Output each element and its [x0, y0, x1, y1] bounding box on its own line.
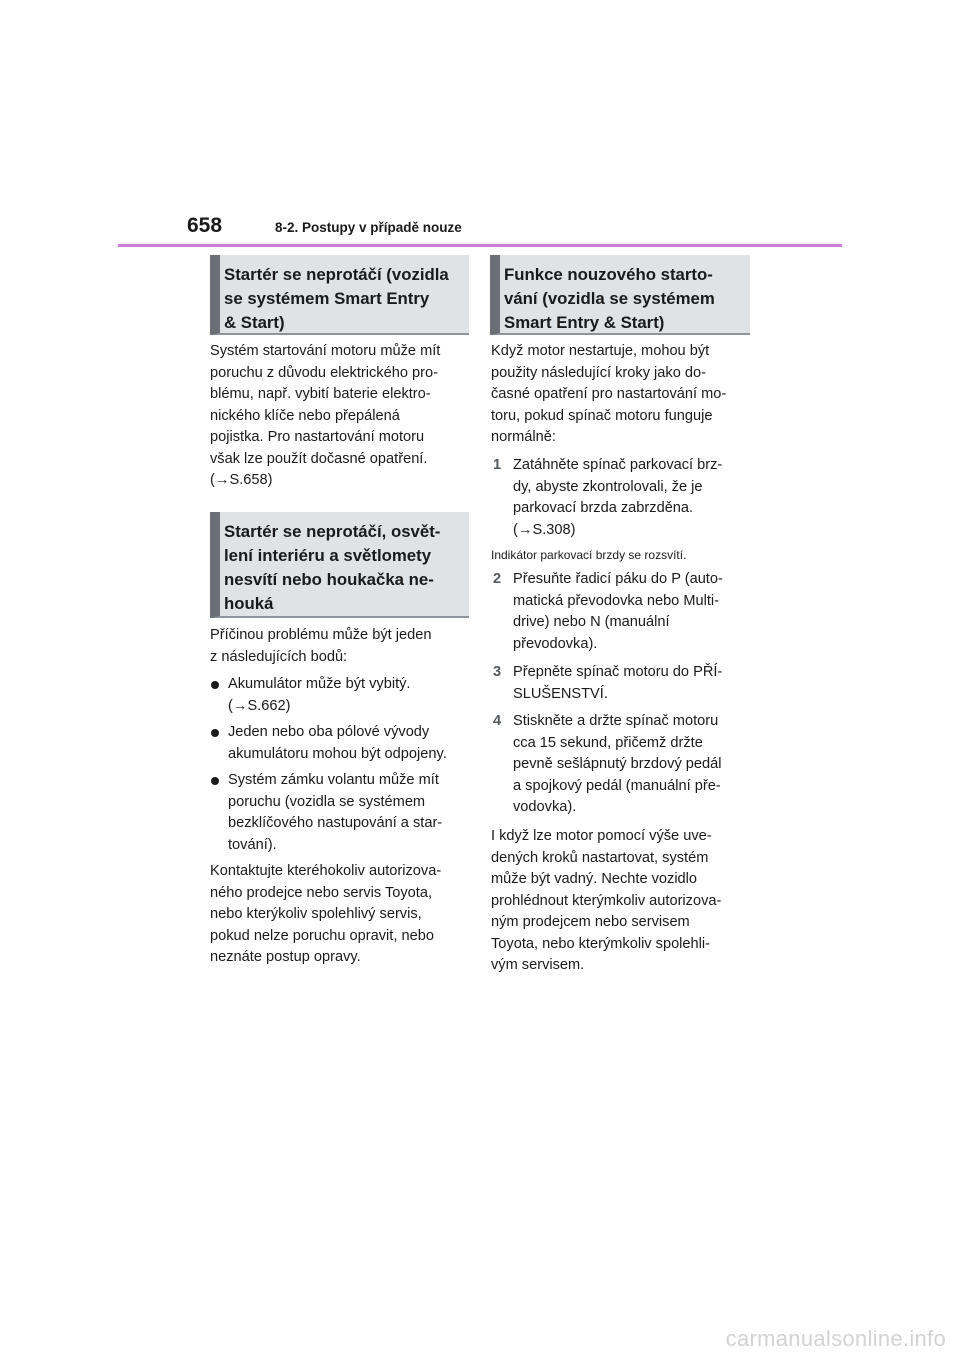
- text-line: nebo kterýkoliv spolehlivý servis,: [210, 906, 422, 922]
- paragraph-system-fault: [210, 341, 472, 492]
- step-item: [493, 455, 753, 541]
- text-line: Stiskněte a držte spínač motoru: [513, 713, 719, 729]
- text-line: poruchu z důvodu elektrického pro-: [210, 364, 438, 381]
- note-parking-brake-indicator: Indikátor parkovací brzdy se rozsvítí.: [491, 548, 687, 562]
- paragraph-causes-intro: [210, 625, 472, 668]
- text-line: převodovka).: [513, 635, 598, 652]
- text-line: dených kroků nastartovat, systém: [491, 849, 709, 866]
- bullet-dot-icon: [211, 681, 219, 689]
- heading-starter-not-cranking: [210, 255, 469, 335]
- text-line: neznáte postup opravy.: [210, 949, 361, 965]
- page-number: 658: [187, 214, 223, 237]
- heading-line: houká: [224, 594, 274, 613]
- step-item: [493, 711, 753, 819]
- page-reference-link[interactable]: (→S.658): [210, 472, 273, 488]
- step-item: [493, 662, 753, 705]
- heading-line: & Start): [224, 313, 285, 332]
- page-reference-link[interactable]: (→S.308): [513, 521, 576, 538]
- heading-line: vání (vozidla se systémem: [504, 289, 715, 308]
- text-line: Systém startování motoru může mít: [210, 343, 441, 359]
- text-line: nického klíče nebo přepálená: [210, 407, 400, 424]
- text-line: Systém zámku volantu může mít: [228, 772, 439, 788]
- heading-line: se systémem Smart Entry: [224, 289, 430, 308]
- text-line: Jeden nebo oba pólové vývody: [228, 724, 430, 740]
- paragraph-have-inspected: [491, 826, 753, 977]
- step-number: 2: [493, 571, 502, 587]
- text-line: Akumulátor může být vybitý.: [228, 676, 411, 692]
- bullet-dot-icon: [211, 729, 219, 737]
- heading-line: Smart Entry & Start): [504, 313, 665, 332]
- text-line: blému, např. vybití baterie elektro-: [210, 386, 431, 402]
- watermark: carmanualsonline.info: [725, 1326, 946, 1351]
- text-line: ným prodejcem nebo servisem: [491, 914, 690, 930]
- text-line: Příčinou problému může být jeden: [210, 627, 432, 643]
- text-line: dy, abyste zkontrolovali, že je: [513, 478, 703, 495]
- text-line: Kontaktujte kteréhokoliv autorizova-: [210, 863, 442, 879]
- heading-line: Startér se neprotáčí (vozidla: [224, 265, 449, 284]
- text-line: Zatáhněte spínač parkovací brz-: [513, 457, 723, 473]
- text-line: Přepněte spínač motoru do PŘÍ-: [513, 664, 723, 680]
- text-line: I když lze motor pomocí výše uve-: [491, 828, 712, 844]
- text-line: matická převodovka nebo Multi-: [513, 592, 720, 609]
- text-line: může být vadný. Nechte vozidlo: [491, 871, 698, 887]
- text-line: pojistka. Pro nastartování motoru: [210, 429, 425, 445]
- text-line: poruchu (vozidla se systémem: [228, 793, 426, 810]
- text-line: parkovací brzda zabrzděna.: [513, 500, 694, 516]
- step-number: 4: [493, 713, 502, 729]
- text-line: pokud nelze poruchu opravit, nebo: [210, 927, 434, 944]
- text-line: z následujících bodů:: [210, 648, 348, 665]
- heading-no-lights-no-horn: [210, 512, 469, 618]
- text-line: vodovka).: [513, 799, 577, 815]
- text-line: časné opatření pro nastartování mo-: [491, 386, 727, 402]
- text-line: Když motor nestartuje, mohou být: [491, 343, 710, 359]
- text-line: bezklíčového nastupování a star-: [228, 815, 443, 831]
- heading-line: Funkce nouzového starto-: [504, 265, 713, 284]
- text-line: SLUŠENSTVÍ.: [513, 685, 608, 702]
- step-item: [493, 569, 753, 655]
- header-rule: [118, 244, 842, 247]
- heading-line: nesvítí nebo houkačka ne-: [224, 570, 434, 589]
- step-number: 3: [493, 664, 502, 680]
- paragraph-emergency-intro: [491, 341, 753, 449]
- heading-emergency-start: [490, 255, 750, 335]
- step-number: 1: [493, 457, 502, 473]
- text-line: pevně sešlápnutý brzdový pedál: [513, 756, 722, 772]
- text-line: Přesuňte řadicí páku do P (auto-: [513, 571, 723, 587]
- text-line: však lze použít dočasné opatření.: [210, 450, 428, 467]
- section-title: 8-2. Postupy v případě nouze: [275, 220, 462, 235]
- text-line: tování).: [228, 836, 277, 853]
- text-line: ného prodejce nebo servis Toyota,: [210, 884, 433, 901]
- page-reference-link[interactable]: (→S.662): [228, 697, 291, 714]
- heading-line: lení interiéru a světlomety: [224, 546, 432, 565]
- text-line: akumulátoru mohou být odpojeny.: [228, 745, 447, 762]
- bullet-dot-icon: [211, 777, 219, 785]
- bullet-item: [211, 722, 473, 765]
- text-line: drive) nebo N (manuální: [513, 614, 670, 630]
- heading-line: Startér se neprotáčí, osvět-: [224, 522, 441, 541]
- text-line: a spojkový pedál (manuální pře-: [513, 777, 721, 794]
- text-line: prohlédnout kterýmkoliv autorizova-: [491, 892, 722, 909]
- text-line: normálně:: [491, 429, 556, 445]
- text-line: použity následující kroky jako do-: [491, 364, 706, 381]
- text-line: toru, pokud spínač motoru funguje: [491, 407, 713, 424]
- text-line: Toyota, nebo kterýmkoliv spolehli-: [491, 935, 711, 952]
- paragraph-contact-dealer: [210, 861, 472, 969]
- text-line: vým servisem.: [491, 957, 585, 973]
- bullet-item: [211, 770, 473, 856]
- bullet-item: [211, 674, 473, 717]
- text-line: cca 15 sekund, přičemž držte: [513, 734, 703, 751]
